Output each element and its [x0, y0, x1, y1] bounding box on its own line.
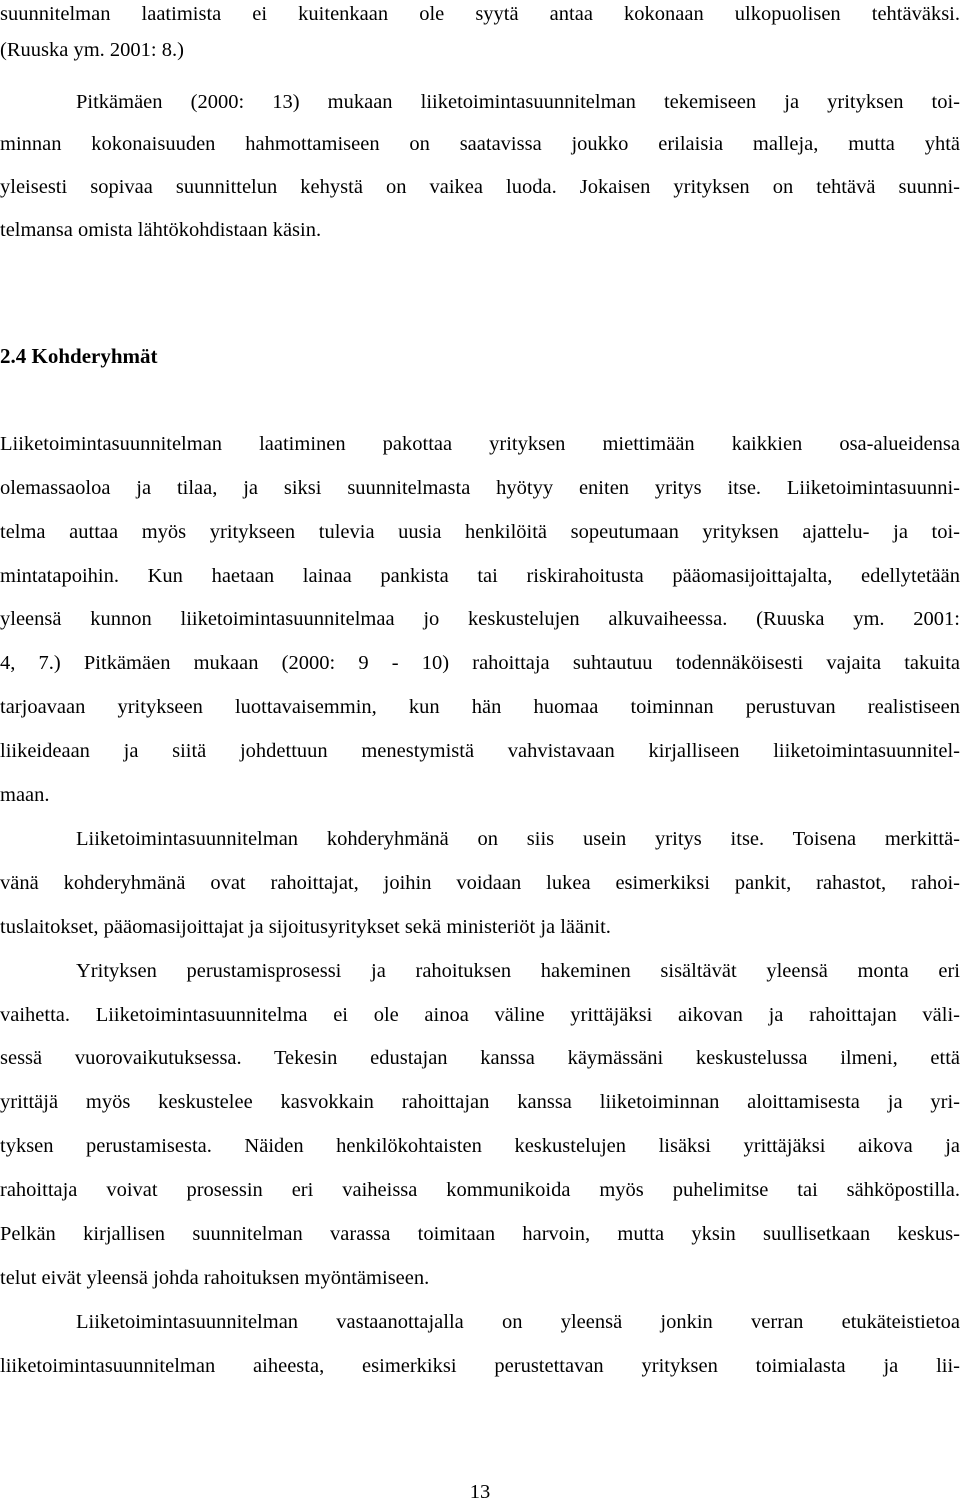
text-line: vänä kohderyhmänä ovat rahoittajat, joihin voidaan lukea esimerkiksi pankit, rahastot, rahoi- [0, 872, 960, 894]
text-line: rahoittaja voivat prosessin eri vaiheissa kommunikoida myös puhelimitse tai sähköpostilla. [0, 1179, 960, 1201]
text-line: (Ruuska ym. 2001: 8.) [0, 39, 184, 61]
text-line: vaihetta. Liiketoimintasuunnitelma ei ole ainoa väline yrittäjäksi aikovan ja rahoittajan väli- [0, 1004, 960, 1026]
text-line: olemassaoloa ja tilaa, ja siksi suunnitelmasta hyötyy eniten yritys itse. Liiketoimintasuunni- [0, 477, 960, 499]
text-line: telut eivät yleensä johda rahoituksen myöntämiseen. [0, 1267, 430, 1289]
text-line: yleensä kunnon liiketoimintasuunnitelmaa jo keskustelujen alkuvaiheessa. (Ruuska ym. 2001: [0, 608, 960, 630]
text-line: suunnitelman laatimista ei kuitenkaan ole syytä antaa kokonaan ulkopuolisen tehtäväksi. [0, 3, 960, 25]
text-line: telma auttaa myös yritykseen tulevia uusia henkilöitä sopeutumaan yrityksen ajattelu- ja toi- [0, 521, 960, 543]
text-line: liiketoimintasuunnitelman aiheesta, esimerkiksi perustettavan yrityksen toimialasta ja lii- [0, 1355, 960, 1377]
text-line: Pitkämäen (2000: 13) mukaan liiketoimintasuunnitelman tekemiseen ja yrityksen toi- [76, 91, 960, 113]
text-line: maan. [0, 784, 50, 806]
text-line: Yrityksen perustamisprosessi ja rahoituksen hakeminen sisältävät yleensä monta eri [76, 960, 960, 982]
text-line: Liiketoimintasuunnitelman kohderyhmänä on siis usein yritys itse. Toisena merkittä- [76, 828, 960, 850]
text-line: mintatapoihin. Kun haetaan lainaa pankista tai riskirahoitusta pääomasijoittajalta, edellytetään [0, 565, 960, 587]
text-line: Liiketoimintasuunnitelman vastaanottajalla on yleensä jonkin verran etukäteistietoa [76, 1311, 960, 1333]
text-line: telmansa omista lähtökohdistaan käsin. [0, 219, 322, 241]
text-line: tyksen perustamisesta. Näiden henkilökohtaisten keskustelujen lisäksi yrittäjäksi aikova ja [0, 1135, 960, 1157]
text-line: Liiketoimintasuunnitelman laatiminen pakottaa yrityksen miettimään kaikkien osa-alueidensa [0, 433, 960, 455]
text-line: tuslaitokset, pääomasijoittajat ja sijoitusyritykset sekä ministeriöt ja läänit. [0, 916, 611, 938]
text-line: yleisesti sopivaa suunnittelun kehystä on vaikea luoda. Jokaisen yrityksen on tehtävä suunni- [0, 176, 960, 198]
text-line: tarjoavaan yritykseen luottavaisemmin, kun hän huomaa toiminnan perustuvan realistiseen [0, 696, 960, 718]
text-line: Pelkän kirjallisen suunnitelman varassa toimitaan harvoin, mutta yksin suullisetkaan keskus- [0, 1223, 960, 1245]
section-heading: 2.4 Kohderyhmät [0, 344, 158, 368]
text-line: liikeideaan ja siitä johdettuun menestymistä vahvistavaan kirjalliseen liiketoimintasuunnitel- [0, 740, 960, 762]
page-number: 13 [469, 1481, 491, 1503]
text-line: 4, 7.) Pitkämäen mukaan (2000: 9 - 10) rahoittaja suhtautuu todennäköisesti vajaita takuita [0, 652, 960, 674]
text-line: sessä vuorovaikutuksessa. Tekesin edustajan kanssa käymässäni keskustelussa ilmeni, että [0, 1047, 960, 1069]
text-line: minnan kokonaisuuden hahmottamiseen on saatavissa joukko erilaisia malleja, mutta yhtä [0, 133, 960, 155]
text-line: yrittäjä myös keskustelee kasvokkain rahoittajan kanssa liiketoiminnan aloittamisesta ja yri- [0, 1091, 960, 1113]
